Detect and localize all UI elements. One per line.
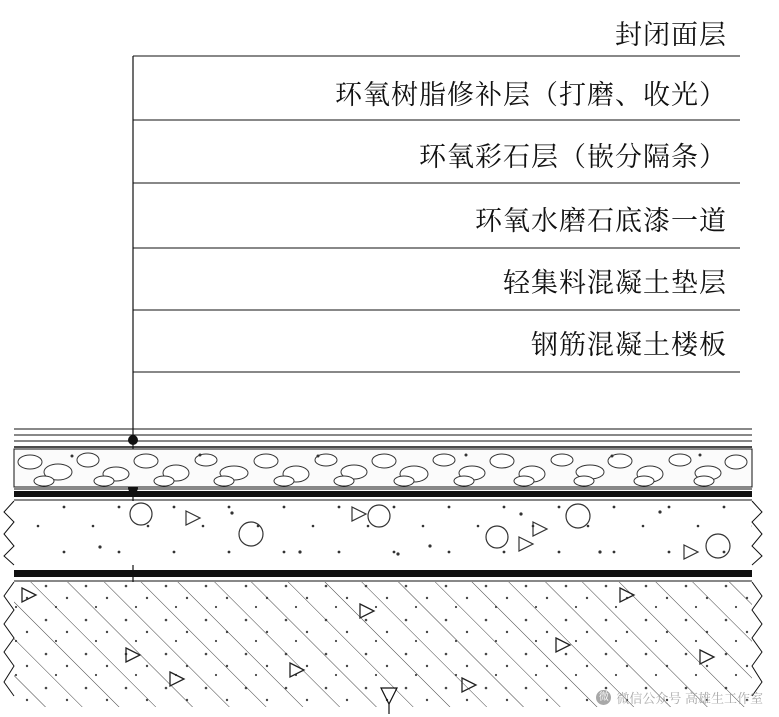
layer-label-3: 环氧水磨石底漆一道 [475,206,727,236]
layer-label-4: 轻集料混凝土垫层 [503,268,727,298]
layer-label-5: 钢筋混凝土楼板 [531,330,727,360]
watermark-badge-icon: 微 [596,690,611,705]
layer-label-0: 封闭面层 [615,20,727,50]
layer-label-1: 环氧树脂修补层（打磨、收光） [335,80,727,110]
watermark-text: 微信公众号 高雄生工作室 [616,691,763,706]
layer-label-2: 环氧彩石层（嵌分隔条） [419,142,727,172]
watermark [596,688,763,707]
